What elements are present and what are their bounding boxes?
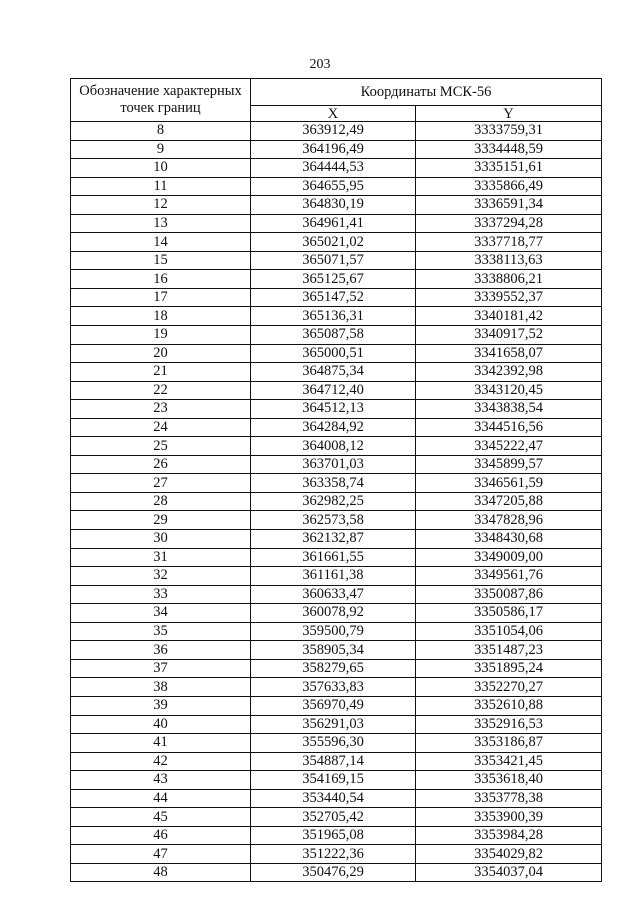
point-id-cell: 15 — [71, 251, 251, 270]
table-row — [71, 418, 602, 437]
point-id-cell: 34 — [71, 604, 251, 623]
x-coordinate-cell: 360633,47 — [251, 585, 416, 604]
x-coordinate-cell: 358905,34 — [251, 641, 416, 660]
x-coordinate-cell: 364712,40 — [251, 381, 416, 400]
x-coordinate-cell: 364196,49 — [251, 140, 416, 159]
table-row — [71, 715, 602, 734]
table-row — [71, 288, 602, 307]
point-id-cell: 26 — [71, 455, 251, 474]
x-coordinate-cell: 354887,14 — [251, 752, 416, 771]
table-row — [71, 177, 602, 196]
point-id-cell: 17 — [71, 288, 251, 307]
y-coordinate-cell: 3338806,21 — [416, 270, 602, 289]
y-coordinate-cell: 3354037,04 — [416, 863, 602, 882]
x-coordinate-cell: 359500,79 — [251, 622, 416, 641]
y-coordinate-cell: 3351054,06 — [416, 622, 602, 641]
point-id-cell: 23 — [71, 400, 251, 419]
point-id-cell: 48 — [71, 863, 251, 882]
y-coordinate-cell: 3340917,52 — [416, 326, 602, 345]
y-coordinate-cell: 3351487,23 — [416, 641, 602, 660]
x-coordinate-cell: 353440,54 — [251, 789, 416, 808]
table-row — [71, 863, 602, 882]
y-coordinate-cell: 3343838,54 — [416, 400, 602, 419]
y-coordinate-cell: 3350586,17 — [416, 604, 602, 623]
x-coordinate-cell: 364512,13 — [251, 400, 416, 419]
table-row — [71, 400, 602, 419]
table-row — [71, 122, 602, 141]
y-coordinate-cell: 3337718,77 — [416, 233, 602, 252]
point-id-cell: 30 — [71, 530, 251, 549]
table-row — [71, 233, 602, 252]
table-row — [71, 326, 602, 345]
y-coordinate-cell: 3353778,38 — [416, 789, 602, 808]
x-coordinate-cell: 365000,51 — [251, 344, 416, 363]
table-row — [71, 455, 602, 474]
y-coordinate-cell: 3343120,45 — [416, 381, 602, 400]
y-coordinate-cell: 3353900,39 — [416, 808, 602, 827]
y-coordinate-cell: 3341658,07 — [416, 344, 602, 363]
page-number: 203 — [309, 57, 331, 72]
x-coordinate-cell: 361161,38 — [251, 567, 416, 586]
y-coordinate-cell: 3336591,34 — [416, 196, 602, 215]
x-coordinate-cell: 351222,36 — [251, 845, 416, 864]
table-row — [71, 845, 602, 864]
y-coordinate-cell: 3345899,57 — [416, 455, 602, 474]
table-row — [71, 585, 602, 604]
point-id-cell: 28 — [71, 492, 251, 511]
table-row — [71, 381, 602, 400]
table-body — [71, 122, 602, 882]
coordinates-column-header: Координаты МСК-56 — [251, 79, 602, 106]
x-column-header: X — [251, 106, 416, 122]
table-row — [71, 604, 602, 623]
x-coordinate-cell: 365136,31 — [251, 307, 416, 326]
x-coordinate-cell: 362573,58 — [251, 511, 416, 530]
y-coordinate-cell: 3342392,98 — [416, 363, 602, 382]
point-id-cell: 25 — [71, 437, 251, 456]
table-row — [71, 622, 602, 641]
x-coordinate-cell: 364008,12 — [251, 437, 416, 456]
table-row — [71, 196, 602, 215]
x-coordinate-cell: 361661,55 — [251, 548, 416, 567]
point-id-cell: 35 — [71, 622, 251, 641]
x-coordinate-cell: 357633,83 — [251, 678, 416, 697]
point-id-cell: 38 — [71, 678, 251, 697]
point-id-cell: 19 — [71, 326, 251, 345]
x-coordinate-cell: 365087,58 — [251, 326, 416, 345]
point-id-cell: 41 — [71, 734, 251, 753]
point-id-cell: 46 — [71, 826, 251, 845]
x-coordinate-cell: 360078,92 — [251, 604, 416, 623]
y-coordinate-cell: 3340181,42 — [416, 307, 602, 326]
points-column-header: Обозначение характерных точек границ — [71, 79, 251, 122]
point-id-cell: 44 — [71, 789, 251, 808]
point-id-cell: 32 — [71, 567, 251, 586]
table-row — [71, 808, 602, 827]
table-row — [71, 548, 602, 567]
point-id-cell: 31 — [71, 548, 251, 567]
table-row — [71, 641, 602, 660]
point-id-cell: 27 — [71, 474, 251, 493]
x-coordinate-cell: 351965,08 — [251, 826, 416, 845]
y-coordinate-cell: 3333759,31 — [416, 122, 602, 141]
point-id-cell: 18 — [71, 307, 251, 326]
x-coordinate-cell: 364961,41 — [251, 214, 416, 233]
table-row — [71, 826, 602, 845]
x-coordinate-cell: 354169,15 — [251, 771, 416, 790]
table-row — [71, 344, 602, 363]
x-coordinate-cell: 355596,30 — [251, 734, 416, 753]
y-coordinate-cell: 3352270,27 — [416, 678, 602, 697]
point-id-cell: 47 — [71, 845, 251, 864]
y-coordinate-cell: 3351895,24 — [416, 659, 602, 678]
y-coordinate-cell: 3353186,87 — [416, 734, 602, 753]
x-coordinate-cell: 365021,02 — [251, 233, 416, 252]
table-row — [71, 159, 602, 178]
y-coordinate-cell: 3348430,68 — [416, 530, 602, 549]
point-id-cell: 29 — [71, 511, 251, 530]
table-row — [71, 251, 602, 270]
point-id-cell: 13 — [71, 214, 251, 233]
y-coordinate-cell: 3339552,37 — [416, 288, 602, 307]
x-coordinate-cell: 356970,49 — [251, 696, 416, 715]
y-coordinate-cell: 3353984,28 — [416, 826, 602, 845]
table-row — [71, 659, 602, 678]
x-coordinate-cell: 365125,67 — [251, 270, 416, 289]
y-coordinate-cell: 3349561,76 — [416, 567, 602, 586]
y-coordinate-cell: 3345222,47 — [416, 437, 602, 456]
table-row — [71, 214, 602, 233]
point-id-cell: 24 — [71, 418, 251, 437]
point-id-cell: 11 — [71, 177, 251, 196]
x-coordinate-cell: 363701,03 — [251, 455, 416, 474]
y-coordinate-cell: 3354029,82 — [416, 845, 602, 864]
point-id-cell: 40 — [71, 715, 251, 734]
y-coordinate-cell: 3344516,56 — [416, 418, 602, 437]
table-row — [71, 140, 602, 159]
table-row — [71, 696, 602, 715]
y-coordinate-cell: 3347828,96 — [416, 511, 602, 530]
x-coordinate-cell: 364875,34 — [251, 363, 416, 382]
point-id-cell: 12 — [71, 196, 251, 215]
table-row — [71, 789, 602, 808]
coordinates-table — [70, 78, 602, 882]
y-coordinate-cell: 3350087,86 — [416, 585, 602, 604]
y-coordinate-cell: 3352916,53 — [416, 715, 602, 734]
x-coordinate-cell: 358279,65 — [251, 659, 416, 678]
y-coordinate-cell: 3353618,40 — [416, 771, 602, 790]
point-id-cell: 8 — [71, 122, 251, 141]
point-id-cell: 36 — [71, 641, 251, 660]
y-coordinate-cell: 3352610,88 — [416, 696, 602, 715]
x-coordinate-cell: 362982,25 — [251, 492, 416, 511]
point-id-cell: 22 — [71, 381, 251, 400]
point-id-cell: 21 — [71, 363, 251, 382]
point-id-cell: 43 — [71, 771, 251, 790]
table-row — [71, 492, 602, 511]
point-id-cell: 16 — [71, 270, 251, 289]
y-coordinate-cell: 3335866,49 — [416, 177, 602, 196]
table-row — [71, 530, 602, 549]
table-row — [71, 678, 602, 697]
y-coordinate-cell: 3347205,88 — [416, 492, 602, 511]
point-id-cell: 14 — [71, 233, 251, 252]
y-column-header: Y — [416, 106, 602, 122]
x-coordinate-cell: 365071,57 — [251, 251, 416, 270]
y-coordinate-cell: 3346561,59 — [416, 474, 602, 493]
point-id-cell: 20 — [71, 344, 251, 363]
table-row — [71, 734, 602, 753]
x-coordinate-cell: 364444,53 — [251, 159, 416, 178]
y-coordinate-cell: 3335151,61 — [416, 159, 602, 178]
x-coordinate-cell: 350476,29 — [251, 863, 416, 882]
point-id-cell: 33 — [71, 585, 251, 604]
table-row — [71, 511, 602, 530]
y-coordinate-cell: 3353421,45 — [416, 752, 602, 771]
x-coordinate-cell: 356291,03 — [251, 715, 416, 734]
point-id-cell: 9 — [71, 140, 251, 159]
table-row — [71, 752, 602, 771]
table-row — [71, 437, 602, 456]
x-coordinate-cell: 364830,19 — [251, 196, 416, 215]
y-coordinate-cell: 3337294,28 — [416, 214, 602, 233]
x-coordinate-cell: 352705,42 — [251, 808, 416, 827]
x-coordinate-cell: 364655,95 — [251, 177, 416, 196]
point-id-cell: 42 — [71, 752, 251, 771]
point-id-cell: 10 — [71, 159, 251, 178]
table-header — [71, 79, 602, 122]
point-id-cell: 37 — [71, 659, 251, 678]
x-coordinate-cell: 362132,87 — [251, 530, 416, 549]
point-id-cell: 39 — [71, 696, 251, 715]
x-coordinate-cell: 363912,49 — [251, 122, 416, 141]
y-coordinate-cell: 3334448,59 — [416, 140, 602, 159]
header-row-main — [71, 79, 602, 106]
x-coordinate-cell: 365147,52 — [251, 288, 416, 307]
point-id-cell: 45 — [71, 808, 251, 827]
x-coordinate-cell: 363358,74 — [251, 474, 416, 493]
y-coordinate-cell: 3338113,63 — [416, 251, 602, 270]
table-row — [71, 270, 602, 289]
table-row — [71, 474, 602, 493]
table-row — [71, 567, 602, 586]
x-coordinate-cell: 364284,92 — [251, 418, 416, 437]
table-row — [71, 771, 602, 790]
y-coordinate-cell: 3349009,00 — [416, 548, 602, 567]
table-row — [71, 363, 602, 382]
table-row — [71, 307, 602, 326]
